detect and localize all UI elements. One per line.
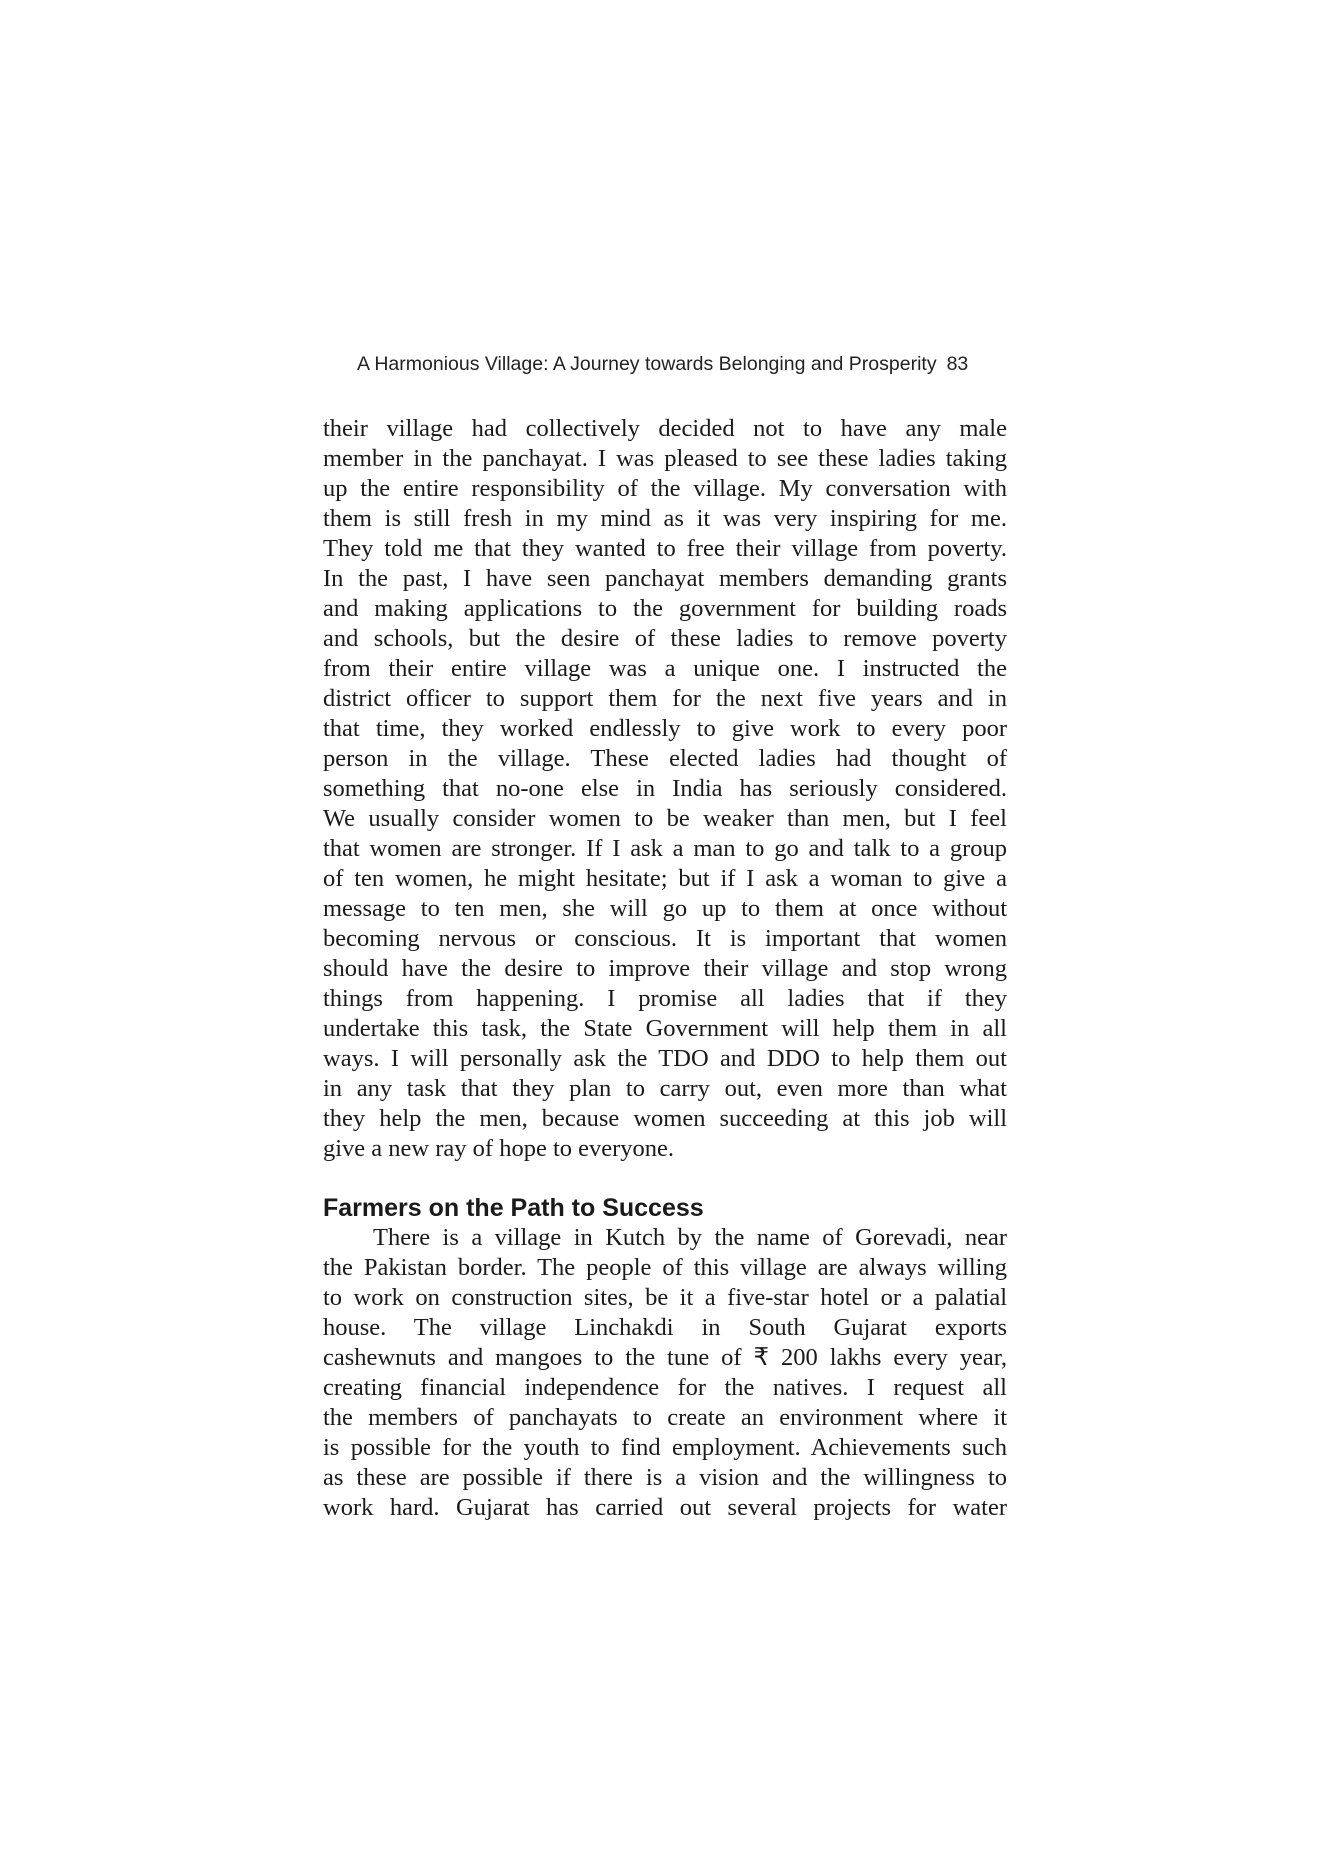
- page-number: 83: [946, 353, 969, 375]
- text-line: They told me that they wanted to free their village from poverty.: [323, 535, 1007, 562]
- text-line: house. The village Linchakdi in South Gujarat exports: [323, 1314, 1007, 1341]
- text-line: that women are stronger. If I ask a man to go and talk to a group: [323, 835, 1007, 862]
- text-line: up the entire responsibility of the village. My conversation with: [323, 475, 1007, 502]
- text-line: cashewnuts and mangoes to the tune of ₹ 200 lakhs every year,: [323, 1344, 1007, 1371]
- text-line: that time, they worked endlessly to give work to every poor: [323, 715, 1007, 742]
- text-line: undertake this task, the State Government will help them in all: [323, 1015, 1007, 1042]
- section-heading: Farmers on the Path to Success: [323, 1194, 704, 1222]
- running-header: [357, 352, 1007, 376]
- text-line: There is a village in Kutch by the name of Gorevadi, near: [373, 1224, 1007, 1251]
- text-line: becoming nervous or conscious. It is important that women: [323, 925, 1007, 952]
- text-line: message to ten men, she will go up to them at once without: [323, 895, 1007, 922]
- text-line: something that no-one else in India has seriously considered.: [323, 775, 1007, 802]
- text-line: to work on construction sites, be it a five-star hotel or a palatial: [323, 1284, 1007, 1311]
- text-line: them is still fresh in my mind as it was very inspiring for me.: [323, 505, 1007, 532]
- text-line: work hard. Gujarat has carried out several projects for water: [323, 1494, 1007, 1521]
- text-line: We usually consider women to be weaker than men, but I feel: [323, 805, 1007, 832]
- text-line: person in the village. These elected ladies had thought of: [323, 745, 1007, 772]
- text-line: from their entire village was a unique one. I instructed the: [323, 655, 1007, 682]
- text-line: they help the men, because women succeeding at this job will: [323, 1105, 1007, 1132]
- text-line: their village had collectively decided not to have any male: [323, 415, 1007, 442]
- text-line: district officer to support them for the next five years and in: [323, 685, 1007, 712]
- text-line: and making applications to the government for building roads: [323, 595, 1007, 622]
- text-line: creating financial independence for the natives. I request all: [323, 1374, 1007, 1401]
- text-line: in any task that they plan to carry out, even more than what: [323, 1075, 1007, 1102]
- text-line: ways. I will personally ask the TDO and DDO to help them out: [323, 1045, 1007, 1072]
- text-line: things from happening. I promise all ladies that if they: [323, 985, 1007, 1012]
- text-line: give a new ray of hope to everyone.: [323, 1135, 675, 1162]
- body-paragraph: [323, 414, 1007, 1164]
- text-line: and schools, but the desire of these ladies to remove poverty: [323, 625, 1007, 652]
- section-paragraph: [323, 1223, 1007, 1523]
- text-line: of ten women, he might hesitate; but if I ask a woman to give a: [323, 865, 1007, 892]
- text-line: member in the panchayat. I was pleased to see these ladies taking: [323, 445, 1007, 472]
- running-title: A Harmonious Village: A Journey towards Belonging and Prosperity: [357, 353, 937, 375]
- text-line: the members of panchayats to create an environment where it: [323, 1404, 1007, 1431]
- text-line: the Pakistan border. The people of this village are always willing: [323, 1254, 1007, 1281]
- text-line: is possible for the youth to find employment. Achievements such: [323, 1434, 1007, 1461]
- text-line: In the past, I have seen panchayat members demanding grants: [323, 565, 1007, 592]
- text-line: as these are possible if there is a vision and the willingness to: [323, 1464, 1007, 1491]
- text-line: should have the desire to improve their village and stop wrong: [323, 955, 1007, 982]
